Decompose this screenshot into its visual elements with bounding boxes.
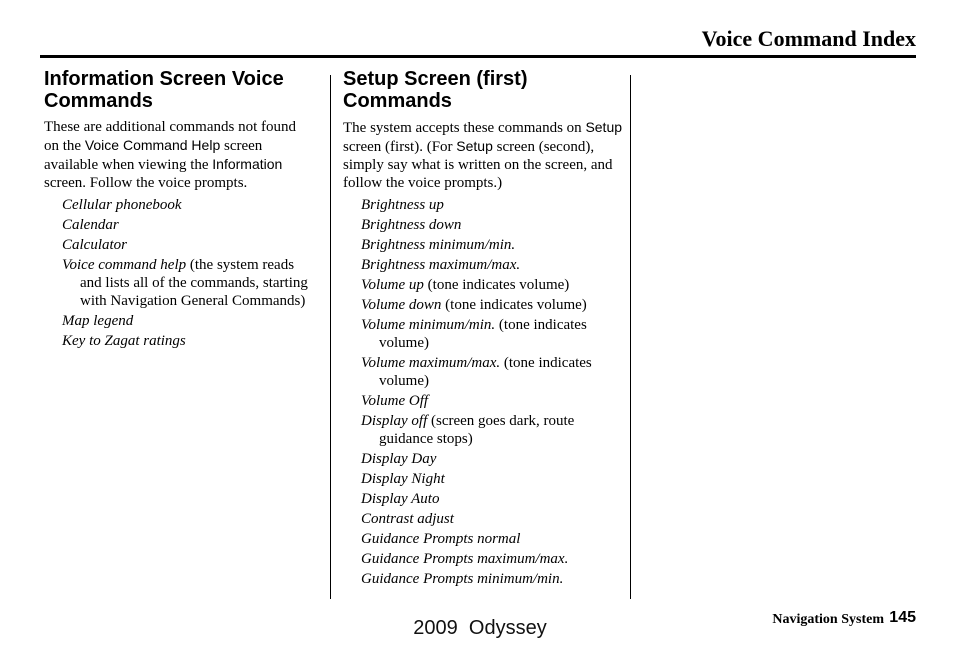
page-header-title: Voice Command Index bbox=[701, 26, 916, 51]
intro-text: screen available when viewing the bbox=[44, 138, 263, 173]
command-name: Map legend bbox=[62, 313, 134, 329]
page-number: 145 bbox=[889, 609, 916, 626]
setup-command-list bbox=[343, 196, 628, 588]
command-note: (the system reads and lists all of the commands, starting with Navigation General Commands) bbox=[80, 257, 308, 309]
command-item bbox=[62, 256, 314, 310]
command-item bbox=[62, 236, 314, 254]
command-item bbox=[361, 392, 628, 410]
setup-section-heading: Setup Screen (first) Commands bbox=[343, 68, 528, 112]
information-section-heading: Information Screen Voice Commands bbox=[44, 68, 284, 112]
command-name: Guidance Prompts minimum/min. bbox=[361, 571, 564, 587]
command-name: Key to Zagat ratings bbox=[62, 333, 186, 349]
column-divider-left bbox=[330, 75, 331, 599]
command-note: (tone indicates volume) bbox=[423, 277, 570, 293]
command-item bbox=[361, 296, 628, 314]
setup-intro bbox=[343, 118, 628, 192]
command-item bbox=[361, 570, 628, 588]
command-item bbox=[361, 510, 628, 528]
command-item bbox=[361, 236, 628, 254]
intro-text: The system accepts these commands on bbox=[343, 120, 586, 136]
command-name: Contrast adjust bbox=[361, 511, 454, 527]
footer-section-title: Navigation System bbox=[772, 612, 884, 627]
intro-text: screen (second), simply say what is written on the screen, and follow the voice prompts.) bbox=[343, 139, 613, 191]
setup-commands-column bbox=[343, 68, 628, 590]
command-name: Display Day bbox=[361, 451, 437, 467]
information-intro bbox=[44, 118, 314, 192]
command-name: Calendar bbox=[62, 217, 119, 233]
command-item bbox=[361, 196, 628, 214]
command-name: Volume maximum/max. bbox=[361, 355, 501, 371]
intro-text: screen (first). (For bbox=[343, 139, 457, 155]
command-name: Display off bbox=[361, 413, 428, 429]
command-name: Voice command help bbox=[62, 257, 187, 273]
information-command-list bbox=[44, 196, 314, 350]
command-name: Volume up bbox=[361, 277, 424, 293]
command-item bbox=[62, 196, 314, 214]
command-name: Brightness down bbox=[361, 217, 462, 233]
screen-name: Setup bbox=[585, 119, 623, 135]
command-name: Brightness maximum/max. bbox=[361, 257, 521, 273]
command-item bbox=[361, 470, 628, 488]
command-item bbox=[361, 256, 628, 274]
command-item bbox=[62, 216, 314, 234]
command-item bbox=[361, 550, 628, 568]
information-commands-column bbox=[44, 68, 314, 352]
command-name: Cellular phonebook bbox=[62, 197, 182, 213]
command-item bbox=[361, 216, 628, 234]
command-note: (tone indicates volume) bbox=[379, 355, 592, 389]
command-item bbox=[361, 450, 628, 468]
intro-text: These are additional commands not found on the bbox=[44, 119, 297, 154]
command-item bbox=[361, 490, 628, 508]
column-divider-right bbox=[630, 75, 631, 599]
command-note: (tone indicates volume) bbox=[441, 297, 587, 313]
watermark: 2009 Odyssey bbox=[413, 617, 547, 639]
header-rule bbox=[40, 55, 916, 58]
command-name: Brightness up bbox=[361, 197, 444, 213]
command-name: Volume down bbox=[361, 297, 442, 313]
screen-name: Setup bbox=[456, 138, 493, 154]
screen-name: Voice Command Help bbox=[84, 137, 221, 153]
command-item bbox=[361, 412, 628, 448]
command-item bbox=[62, 332, 314, 350]
command-name: Volume Off bbox=[361, 393, 429, 409]
command-item bbox=[361, 276, 628, 294]
command-note: (screen goes dark, route guidance stops) bbox=[379, 413, 575, 447]
screen-name: Information bbox=[212, 156, 283, 172]
command-item bbox=[361, 530, 628, 548]
command-name: Guidance Prompts maximum/max. bbox=[361, 551, 569, 567]
command-name: Display Auto bbox=[361, 491, 440, 507]
command-name: Calculator bbox=[62, 237, 128, 253]
command-name: Volume minimum/min. bbox=[361, 317, 496, 333]
command-item bbox=[62, 312, 314, 330]
command-name: Guidance Prompts normal bbox=[361, 531, 521, 547]
intro-text: screen. Follow the voice prompts. bbox=[44, 175, 248, 191]
command-name: Brightness minimum/min. bbox=[361, 237, 516, 253]
command-item bbox=[361, 316, 628, 352]
command-name: Display Night bbox=[361, 471, 445, 487]
command-item bbox=[361, 354, 628, 390]
command-note: (tone indicates volume) bbox=[379, 317, 587, 351]
